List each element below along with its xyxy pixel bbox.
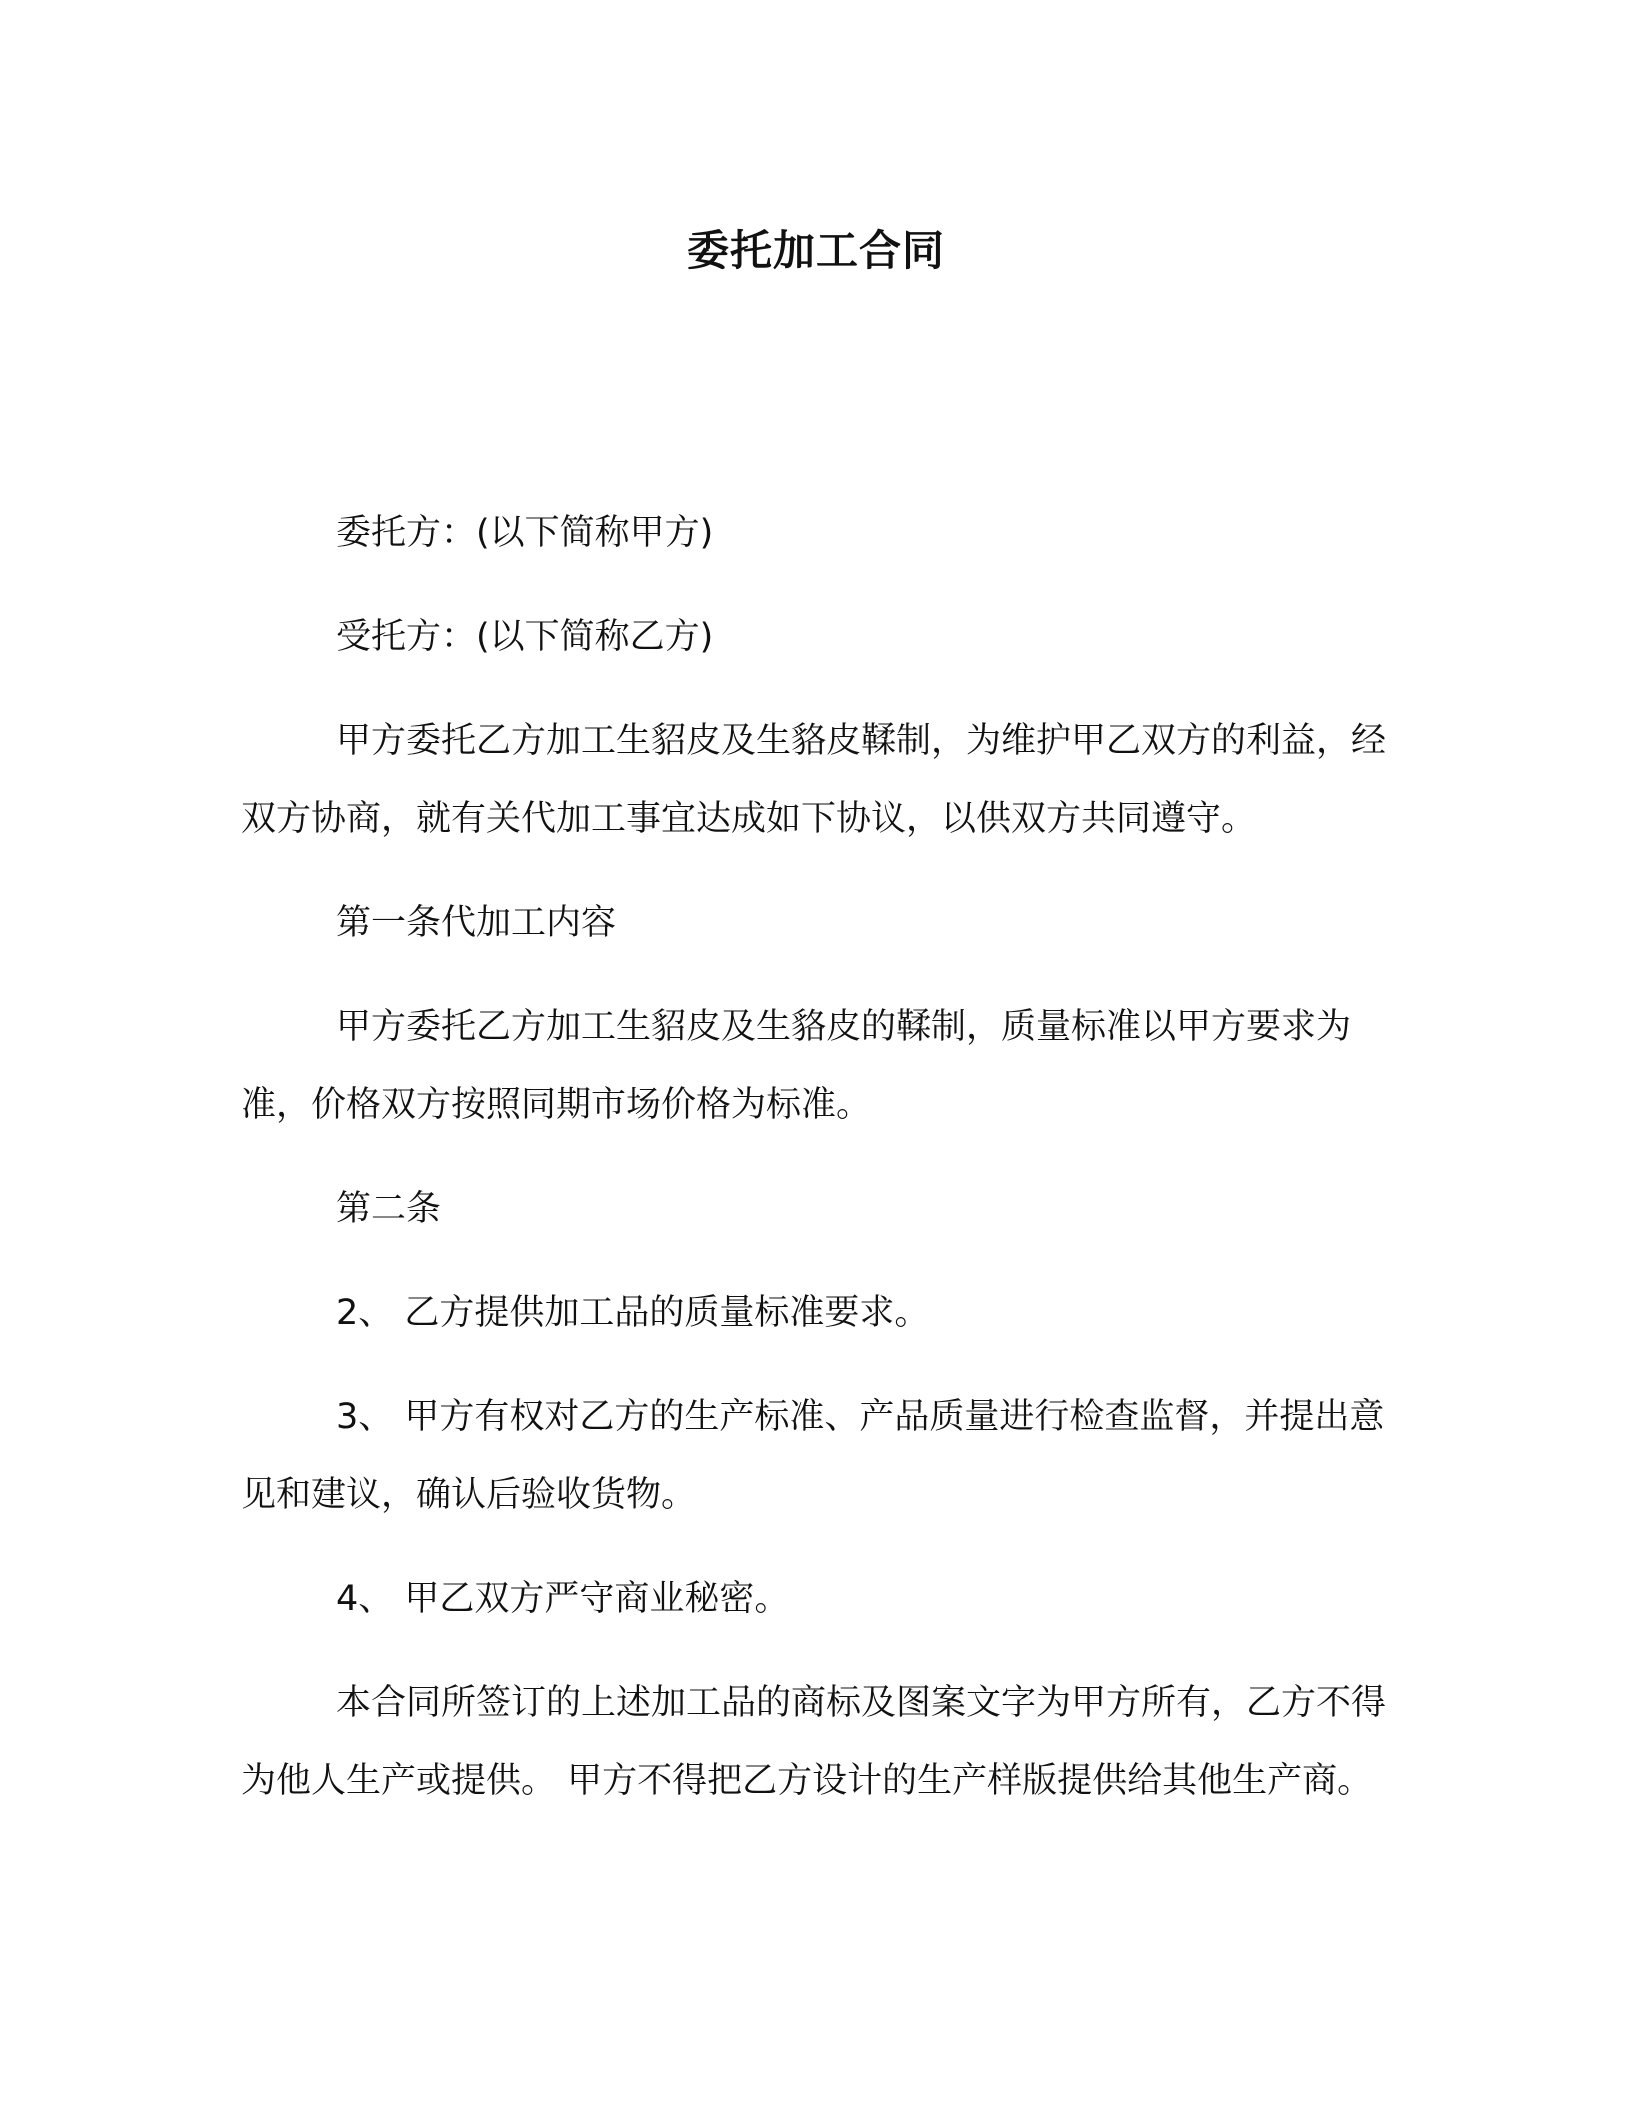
- article-2-item-3: 3、 甲方有权对乙方的生产标准、产品质量进行检查监督，并提出意见和建议，确认后验收货物。: [241, 1397, 1385, 1515]
- article-1-heading: 第一条代加工内容: [336, 903, 617, 943]
- document-title: 委托加工合同: [686, 226, 945, 275]
- article-2-item-4: 4、 甲乙双方严守商业秘密。: [336, 1579, 790, 1619]
- trademark-clause: 本合同所签订的上述加工品的商标及图案文字为甲方所有，乙方不得为他人生产或提供。 甲方不得把乙方设计的生产样版提供给其他生产商。: [241, 1683, 1387, 1801]
- article-2-item-2: 2、 乙方提供加工品的质量标准要求。: [336, 1293, 930, 1333]
- document-body: [241, 494, 1391, 1846]
- party-a-line: 委托方：(以下简称甲方): [336, 513, 714, 553]
- preamble-paragraph: 甲方委托乙方加工生貂皮及生貉皮鞣制，为维护甲乙双方的利益，经双方协商，就有关代加工事宜达成如下协议，以供双方共同遵守。: [241, 721, 1387, 839]
- article-1-content: 甲方委托乙方加工生貂皮及生貉皮的鞣制，质量标准以甲方要求为准，价格双方按照同期市场价格为标准。: [241, 1007, 1352, 1125]
- article-2-heading: 第二条: [336, 1189, 442, 1229]
- party-b-line: 受托方：(以下简称乙方): [336, 617, 714, 657]
